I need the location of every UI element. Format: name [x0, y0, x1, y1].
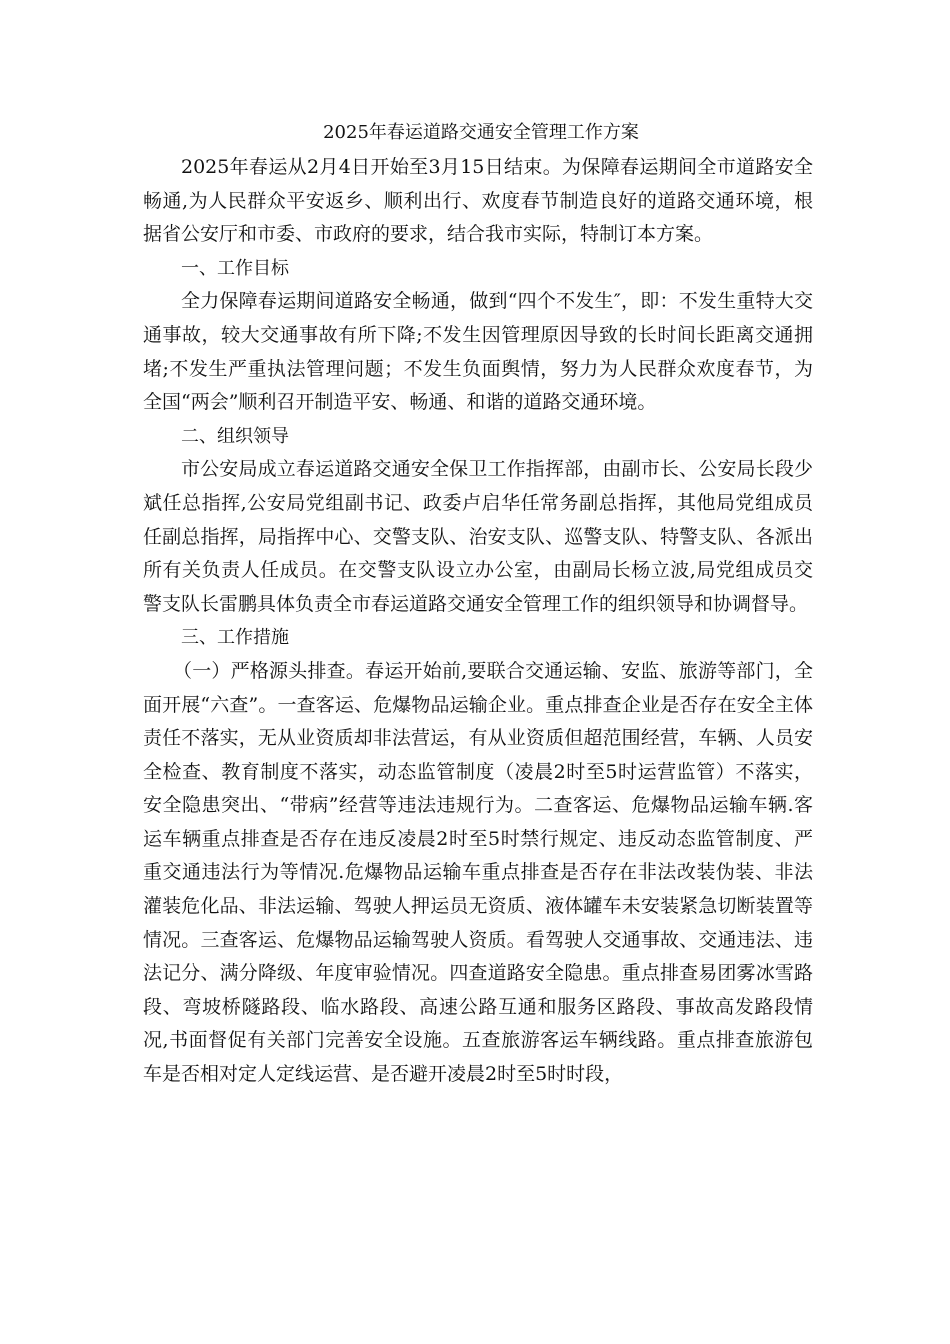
goals-paragraph: 全力保障春运期间道路安全畅通，做到“四个不发生″，即：不发生重特大交通事故，较大交通事故有所下降;不发生因管理原因导致的长时间长距离交通拥堵;不发生严重执法管理问题；不发生负面舆情，努力为人民群众欢度春节，为全国“两会”顺利召开制造平安、畅通、和谐的道路交通环境。 [143, 290, 813, 414]
section-heading-measures: 三、工作措施 [181, 627, 289, 649]
measures-paragraph: （一）严格源头排查。春运开始前,要联合交通运输、安监、旅游等部门，全面开展“六查”。一查客运、危爆物品运输企业。重点排查企业是否存在安全主体责任不落实，无从业资质却非法营运，有从业资质但超范围经营，车辆、人员安全检查、教育制度不落实，动态监管制度（凌晨2时至5时运营监管）不落实，安全隐患突出、“带病”经营等违法违规行为。二查客运、危爆物品运输车辆.客运车辆重点排查是否存在违反凌晨2时至5时禁行规定、违反动态监管制度、严重交通违法行为等情况.危爆物品运输车重点排查是否存在非法改装伪装、非法灌装危化品、非法运输、驾驶人押运员无资质、液体罐车未安装紧急切断装置等情况。三查客运、危爆物品运输驾驶人资质。看驾驶人交通事故、交通违法、违法记分、满分降级、年度审验情况。四查道路安全隐患。重点排查易团雾冰雪路段、弯坡桥隧路段、临水路段、高速公路互通和服务区路段、事故高发路段情况,书面督促有关部门完善安全设施。五查旅游客运车辆线路。重点排查旅游包车是否相对定人定线运营、是否避开凌晨2时至5时时段， [143, 659, 813, 1086]
intro-paragraph: 2025年春运从2月4日开始至3月15日结束。为保障春运期间全市道路安全畅通,为人民群众平安返乡、顺利出行、欢度春节制造良好的道路交通环境，根据省公安厅和市委、市政府的要求，结合我市实际，特制订本方案。 [143, 156, 813, 246]
document-title: 2025年春运道路交通安全管理工作方案 [323, 122, 639, 143]
section-heading-leadership: 二、组织领导 [181, 425, 289, 447]
section-heading-goals: 一、工作目标 [181, 257, 289, 279]
leadership-paragraph: 市公安局成立春运道路交通安全保卫工作指挥部，由副市长、公安局长段少斌任总指挥,公安局党组副书记、政委卢启华任常务副总指挥，其他局党组成员任副总指挥，局指挥中心、交警支队、治安支队、巡警支队、特警支队、各派出所有关负责人任成员。在交警支队设立办公室，由副局长杨立波,局党组成员交警支队长雷鹏具体负责全市春运道路交通安全管理工作的组织领导和协调督导。 [143, 458, 813, 615]
document-page [143, 118, 813, 1092]
